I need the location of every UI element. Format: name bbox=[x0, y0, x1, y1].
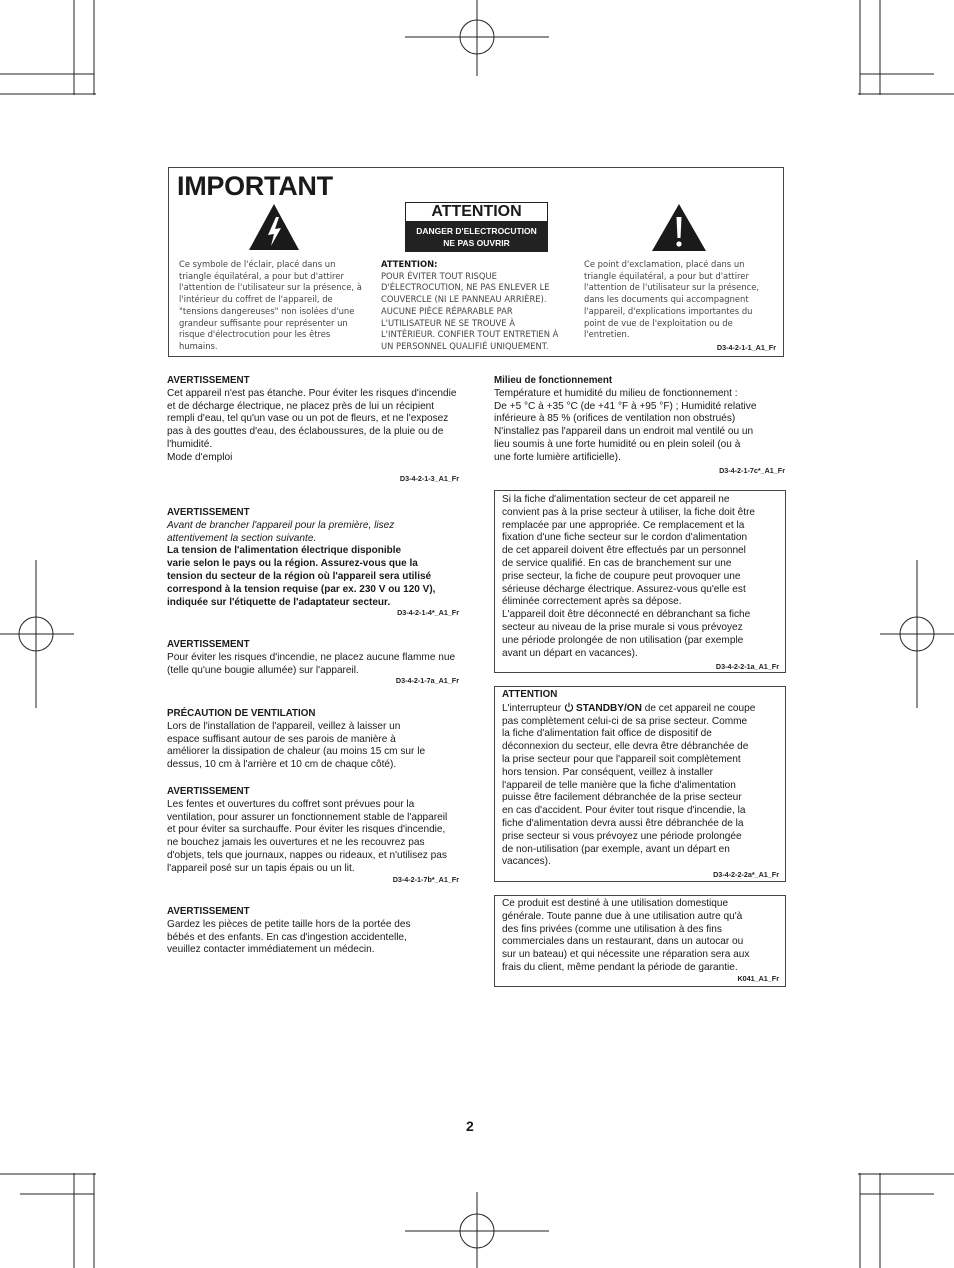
text-line: déconnexion du secteur, elle devra être débranchée de bbox=[502, 741, 749, 753]
text-line: la fiche d'alimentation fait office de dispositif de bbox=[502, 728, 712, 740]
text-line: de non-utilisation (par exemple, avant un départ en bbox=[502, 843, 730, 855]
text-line: Ce produit est destiné à une utilisation domestique bbox=[502, 898, 729, 909]
attention-caption bbox=[381, 259, 558, 353]
text-line: La tension de l'alimentation électrique disponible bbox=[167, 545, 402, 557]
text-line: sur un bateau) et qui nécessite une réparation sera aux bbox=[502, 949, 750, 961]
danger-line-2: NE PAS OUVRIR bbox=[443, 238, 510, 248]
text-line: bébés et des enfants. En cas d'ingestion accidentelle, bbox=[167, 931, 407, 943]
text-line: attentivement la section suivante. bbox=[167, 532, 317, 544]
text-line: vacances). bbox=[502, 856, 551, 868]
text-fragment: de cet appareil ne coupe bbox=[641, 702, 756, 714]
text-line: indiquée sur l'étiquette de l'adaptateur secteur. bbox=[167, 596, 391, 608]
important-code: D3-4-2-1-1_A1_Fr bbox=[716, 343, 776, 352]
section-heading: AVERTISSEMENT bbox=[167, 906, 250, 917]
plug-replacement-notice-box bbox=[494, 490, 786, 673]
text-line: puisse être facilement débranchée de la prise secteur bbox=[502, 792, 742, 804]
text-line: pas à des gouttes d'eau, des éclaboussures, de la pluie ou de bbox=[167, 426, 444, 438]
text-line: N'installez pas l'appareil dans un endroit mal ventilé ou un bbox=[494, 426, 754, 438]
text-line: ne bouchez jamais les ouvertures et ne les recouvrez pas bbox=[167, 837, 425, 849]
exclamation-triangle-icon bbox=[651, 203, 707, 252]
page-number: 2 bbox=[466, 1118, 474, 1134]
text-line: de service qualifié. En cas de branchement sur une bbox=[502, 557, 732, 569]
text-line: rempli d'eau, tel qu'un vase ou un pot de fleurs, et ne l'exposez bbox=[167, 413, 449, 425]
caption-line: UN PERSONNEL QUALIFIÉ UNIQUEMENT. bbox=[381, 340, 549, 351]
text-line: Gardez les pièces de petite taille hors de la portée des bbox=[167, 918, 411, 930]
section-code: D3-4-2-1-7c*_A1_Fr bbox=[719, 465, 785, 475]
text-line: d'objets, tels que journaux, nappes ou rideaux, et n'utilisez pas bbox=[167, 849, 447, 861]
caption-line: dans les documents qui accompagnent bbox=[584, 294, 749, 305]
text-line: inférieure à 85 % (orifices de ventilation non obstrués) bbox=[494, 413, 736, 425]
text-line: une période prolongée de non utilisation (par exemple bbox=[502, 634, 744, 646]
text-line: générale. Toute panne due à une utilisation autre qu'à bbox=[502, 910, 743, 922]
section-code: D3-4-2-1-7b*_A1_Fr bbox=[392, 874, 459, 884]
text-line: remplacée par une appropriée. Ce remplacement et la bbox=[502, 519, 745, 531]
text-line: (telle qu'une bougie allumée) sur l'appareil. bbox=[167, 664, 359, 676]
lightning-triangle-icon bbox=[248, 203, 300, 251]
text-line: hors tension. Par conséquent, veillez à installer bbox=[502, 766, 713, 778]
section-heading: Milieu de fonctionnement bbox=[494, 375, 613, 386]
caption-line: l'entretien. bbox=[584, 329, 630, 340]
text-line: frais du client, même pendant la période de garantie. bbox=[502, 961, 738, 973]
text-line: Lors de l'installation de l'appareil, veillez à laisser un bbox=[167, 720, 401, 732]
text-line: De +5 °C à +35 °C (de +41 °F à +95 °F) ; Humidité relative bbox=[494, 400, 757, 412]
text-line: prise secteur, la fiche de coupure peut provoquer une bbox=[502, 570, 741, 582]
important-title: IMPORTANT bbox=[177, 171, 333, 201]
section-heading: ATTENTION bbox=[502, 689, 558, 700]
text-line: Cet appareil n'est pas étanche. Pour éviter les risques d'incendie bbox=[167, 387, 457, 399]
section-code: K041_A1_Fr bbox=[737, 973, 779, 983]
caption-line: l'attention de l'utilisateur sur la présence, à bbox=[179, 282, 362, 293]
caption-line: POUR ÉVITER TOUT RISQUE bbox=[381, 270, 497, 281]
text-line: l'humidité. bbox=[167, 438, 213, 450]
danger-label bbox=[405, 222, 548, 252]
caption-line: risque d'électrocution pour les êtres bbox=[179, 329, 331, 340]
text-line: tension du secteur de la région où l'appareil sera utilisé bbox=[167, 570, 432, 582]
text-line: la prise secteur pour que l'appareil soit complètement bbox=[502, 753, 741, 765]
standby-line bbox=[502, 702, 779, 716]
section-code: D3-4-2-1-4*_A1_Fr bbox=[397, 608, 459, 618]
text-line: éliminée correctement après sa dépose. bbox=[502, 596, 682, 608]
section-code: D3-4-2-1-3_A1_Fr bbox=[399, 473, 459, 483]
caption-line: Ce symbole de l'éclair, placé dans un bbox=[179, 259, 336, 269]
text-line: l'appareil de telle manière que la fiche d'alimentation bbox=[502, 779, 736, 791]
caption-line: grandeur suffisante pour représenter un bbox=[179, 317, 348, 328]
text-line: convient pas à la prise secteur à utiliser, la fiche doit être bbox=[502, 506, 756, 518]
caption-line: humains. bbox=[179, 340, 218, 351]
caption-line: triangle équilatéral, a pour but d'attirer bbox=[584, 270, 749, 281]
operating-environment-section bbox=[494, 375, 785, 475]
caption-line: L'UTILISATEUR NE SE TROUVE À bbox=[381, 317, 515, 328]
text-line: lieu soumis à une forte humidité ou en plein soleil (ou à bbox=[494, 438, 741, 450]
caption-line: l'appareil, d'explications importantes du bbox=[584, 305, 753, 316]
text-line: de cet appareil doivent être effectués par un personnel bbox=[502, 545, 746, 557]
text-line: Mode d'emploi bbox=[167, 451, 233, 463]
text-line: pas complètement celui-ci de sa prise secteur. Comme bbox=[502, 715, 748, 727]
text-line: fiche d'alimentation devra aussi être débranchée de la bbox=[502, 817, 744, 829]
text-line: sérieuse décharge électrique. Assurez-vous qu'elle est bbox=[502, 583, 746, 595]
text-line: correspond à la tension requise (par ex. 230 V ou 120 V), bbox=[167, 583, 436, 595]
attention-caption-title: ATTENTION: bbox=[381, 259, 438, 269]
caption-line: D'ÉLECTROCUTION, NE PAS ENLEVER LE bbox=[381, 282, 550, 293]
caption-line: AUCUNE PIÈCE RÉPARABLE PAR bbox=[381, 305, 513, 316]
ventilation-precaution-section bbox=[167, 708, 459, 772]
text-line: Avant de brancher l'appareil pour la première, lisez bbox=[167, 519, 395, 531]
section-heading: AVERTISSEMENT bbox=[167, 507, 250, 518]
text-line: Si la fiche d'alimentation secteur de cet appareil ne bbox=[502, 494, 730, 505]
lightning-caption bbox=[179, 259, 362, 353]
text-line: commerciales dans un restaurant, dans un autocar ou bbox=[502, 936, 744, 948]
caption-line: Ce point d'exclamation, placé dans un bbox=[584, 259, 745, 269]
text-line: en cas d'accident. Pour éviter tout risque d'incendie, la bbox=[502, 805, 746, 817]
text-line: Pour éviter les risques d'incendie, ne placez aucune flamme nue bbox=[167, 651, 456, 663]
section-code: D3-4-2-1-7a_A1_Fr bbox=[395, 676, 459, 686]
text-fragment: L'interrupteur bbox=[502, 702, 564, 714]
caption-line: L'INTÉRIEUR. CONFIER TOUT ENTRETIEN À bbox=[381, 329, 559, 340]
section-heading: AVERTISSEMENT bbox=[167, 375, 250, 386]
section-code: D3-4-2-2-2a*_A1_Fr bbox=[713, 870, 779, 880]
caption-line: "tensions dangereuses" non isolées d'une bbox=[179, 305, 355, 316]
text-line: dessus, 10 cm à l'arrière et 10 cm de chaque côté). bbox=[167, 759, 397, 771]
warning-voltage-section bbox=[167, 507, 459, 617]
section-heading: AVERTISSEMENT bbox=[167, 786, 250, 797]
domestic-use-notice-box bbox=[494, 895, 786, 987]
text-line: Les fentes et ouvertures du coffret sont prévues pour la bbox=[167, 798, 415, 810]
warning-flame-section bbox=[167, 639, 459, 685]
exclamation-caption bbox=[584, 259, 759, 341]
warning-openings-section bbox=[167, 786, 459, 884]
caption-line: COUVERCLE (NI LE PANNEAU ARRIÈRE). bbox=[381, 294, 547, 305]
text-line: L'appareil doit être déconnecté en débranchant sa fiche bbox=[502, 609, 751, 621]
caption-line: l'attention de l'utilisateur sur la présence, bbox=[584, 282, 760, 293]
caption-line: l'intérieur du coffret de l'appareil, de bbox=[179, 294, 333, 305]
warning-small-parts-section bbox=[167, 906, 459, 957]
warning-water-section bbox=[167, 375, 459, 483]
text-line: et pour éviter sa surchauffe. Pour éviter les risques d'incendie, bbox=[167, 824, 446, 836]
caption-line: triangle équilatéral, a pour but d'attirer bbox=[179, 270, 344, 281]
section-heading: PRÉCAUTION DE VENTILATION bbox=[167, 708, 316, 719]
text-line: une forte lumière artificielle). bbox=[494, 451, 621, 463]
section-code: D3-4-2-2-1a_A1_Fr bbox=[715, 662, 779, 672]
standby-on-label: STANDBY/ON bbox=[575, 702, 642, 714]
text-line: varie selon le pays ou la région. Assurez-vous que la bbox=[167, 558, 418, 570]
text-line: prise secteur si vous prévoyez une période prolongée bbox=[502, 830, 742, 842]
text-line: améliorer la dissipation de chaleur (au moins 15 cm sur le bbox=[167, 746, 426, 758]
text-line: et de décharge électrique, ne placez près de lui un récipient bbox=[167, 400, 435, 412]
text-line: des fins privées (comme une utilisation à des fins bbox=[502, 923, 722, 935]
text-line: avant un départ en vacances). bbox=[502, 647, 638, 659]
text-line: espace suffisant autour de ses parois de manière à bbox=[167, 733, 396, 745]
text-line: secteur au niveau de la prise murale si vous prévoyez bbox=[502, 621, 743, 633]
caption-line: point de vue de l'exploitation ou de bbox=[584, 317, 733, 328]
section-heading: AVERTISSEMENT bbox=[167, 639, 250, 650]
danger-line-1: DANGER D'ELECTROCUTION bbox=[416, 226, 537, 236]
power-standby-icon bbox=[564, 702, 574, 712]
text-line: l'appareil posé sur un tapis épais ou un lit. bbox=[167, 862, 355, 874]
standby-attention-box bbox=[494, 686, 786, 882]
text-line: fixation d'une fiche secteur sur le cordon d'alimentation bbox=[502, 532, 748, 544]
attention-label: ATTENTION bbox=[405, 202, 548, 222]
text-line: Température et humidité du milieu de fonctionnement : bbox=[494, 387, 738, 399]
text-line: veuillez contacter immédiatement un médecin. bbox=[167, 944, 375, 956]
text-line: ventilation, pour assurer un fonctionnement stable de l'appareil bbox=[167, 811, 448, 823]
